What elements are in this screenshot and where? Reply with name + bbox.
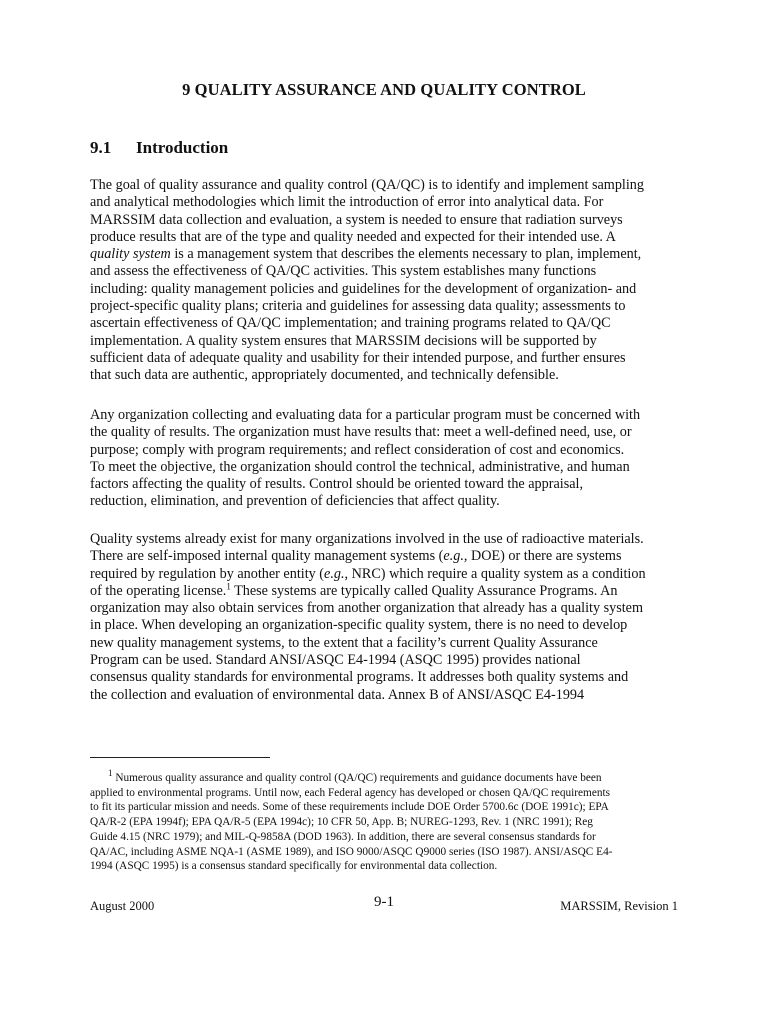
text-line: implementation. A quality system ensures that MARSSIM decisions will be supported by: [90, 332, 597, 349]
text-run: of the operating license.: [90, 582, 227, 599]
text-line: [90, 246, 678, 263]
text-line: [90, 548, 678, 565]
page-number: 9-1: [374, 894, 394, 910]
text-line: [90, 566, 678, 583]
section-heading: [90, 138, 228, 158]
text-line: sufficient data of adequate quality and usability for their intended purpose, and further ensures: [90, 349, 626, 366]
text-line: reduction, elimination, and prevention of deficiencies that affect quality.: [90, 493, 500, 510]
text-line: the collection and evaluation of environmental data. Annex B of ANSI/ASQC E4-1994: [90, 686, 585, 703]
text-run: is a management system that describes the elements necessary to plan, implement,: [170, 246, 642, 263]
footnote-number: 1: [108, 768, 113, 779]
footnote-line: [90, 768, 678, 786]
text-run: These systems are typically called Quality Assurance Programs. An: [230, 582, 618, 599]
footer-date: August 2000: [90, 899, 155, 913]
text-line: MARSSIM data collection and evaluation, a system is needed to ensure that radiation surveys: [90, 211, 623, 228]
text-line: consensus quality standards for environmental programs. It addresses both quality systems and: [90, 669, 629, 686]
footnote: [90, 768, 678, 874]
text-line: that such data are authentic, appropriately documented, and technically defensible.: [90, 367, 559, 384]
footnote-line: applied to environmental programs. Until now, each Federal agency has developed or chosen QA/QC requirements: [90, 786, 611, 799]
footnote-line: to fit its particular mission and needs. Some of these requirements include DOE Order 5700.6c (DOE 1991c); EPA: [90, 801, 609, 814]
text-run: There are self-imposed internal quality management systems (: [90, 548, 444, 565]
footer-document-revision: MARSSIM, Revision 1: [560, 899, 678, 913]
italic-abbreviation: e.g.: [324, 565, 345, 582]
footnote-marker: 1: [226, 581, 231, 592]
footnote-line: QA/AC, including ASME NQA-1 (ASME 1989), and ISO 9000/ASQC Q9000 series (ISO 1987). ANSI/ASQC E4-: [90, 845, 613, 858]
text-line: [90, 583, 678, 600]
text-line: and assess the effectiveness of QA/QC activities. This system establishes many functions: [90, 263, 597, 280]
text-line: in place. When developing an organization-specific quality system, there is no need to develop: [90, 617, 628, 634]
section-number: 9.1: [90, 138, 112, 157]
text-run: , DOE) or there are systems: [463, 548, 622, 565]
text-line: including: quality management policies and guidelines for the development of organization- and: [90, 280, 637, 297]
italic-abbreviation: e.g.: [443, 548, 464, 565]
paragraph-quality-systems: [90, 531, 678, 704]
italic-term: quality system: [90, 246, 171, 263]
text-line: purpose; comply with program requirements; and reflect consideration of cost and economics.: [90, 441, 625, 458]
text-line: new quality management systems, to the extent that a facility’s current Quality Assurance: [90, 634, 598, 651]
footnote-line: QA/R-2 (EPA 1994f); EPA QA/R-5 (EPA 1994c); 10 CFR 50, App. B; NUREG-1293, Rev. 1 (NRC 1991); Reg: [90, 816, 593, 829]
text-line: To meet the objective, the organization should control the technical, administrative, and human: [90, 458, 630, 475]
text-line: project-specific quality plans; criteria and guidelines for assessing data quality; assessments to: [90, 298, 626, 315]
footnote-line: 1994 (ASQC 1995) is a consensus standard specifically for environmental data collection.: [90, 860, 498, 873]
text-line: factors affecting the quality of results. Control should be oriented toward the appraisal,: [90, 476, 584, 493]
text-run: required by regulation by another entity (: [90, 565, 325, 582]
text-line: Quality systems already exist for many organizations involved in the use of radioactive materials.: [90, 531, 644, 547]
text-line: Program can be used. Standard ANSI/ASQC E4-1994 (ASQC 1995) provides national: [90, 652, 581, 669]
text-line: produce results that are of the type and quality needed and expected for their intended use. A: [90, 228, 616, 245]
footnote-text: Numerous quality assurance and quality control (QA/QC) requirements and guidance documents have been: [112, 772, 602, 784]
section-title: Introduction: [136, 138, 229, 157]
text-line: the quality of results. The organization must have results that: meet a well-defined need, use, or: [90, 424, 632, 441]
text-line: Any organization collecting and evaluating data for a particular program must be concerned with: [90, 407, 641, 423]
text-line: ascertain effectiveness of QA/QC implementation; and training programs related to QA/QC: [90, 315, 611, 332]
footnote-line: Guide 4.15 (NRC 1979); and MIL-Q-9858A (DOD 1963). In addition, there are several consensus standards for: [90, 830, 596, 843]
text-line: and analytical methodologies which limit the introduction of error into analytical data. For: [90, 194, 604, 211]
text-run: , NRC) which require a quality system as a condition: [344, 565, 646, 582]
footnote-divider: [90, 757, 270, 758]
text-line: The goal of quality assurance and quality control (QA/QC) is to identify and implement sampling: [90, 177, 644, 193]
paragraph-organization-quality: [90, 407, 678, 511]
text-line: organization may also obtain services from another organization that already has a quality system: [90, 600, 644, 617]
paragraph-qaqc-goal: [90, 177, 678, 385]
chapter-title: 9 QUALITY ASSURANCE AND QUALITY CONTROL: [182, 80, 586, 99]
